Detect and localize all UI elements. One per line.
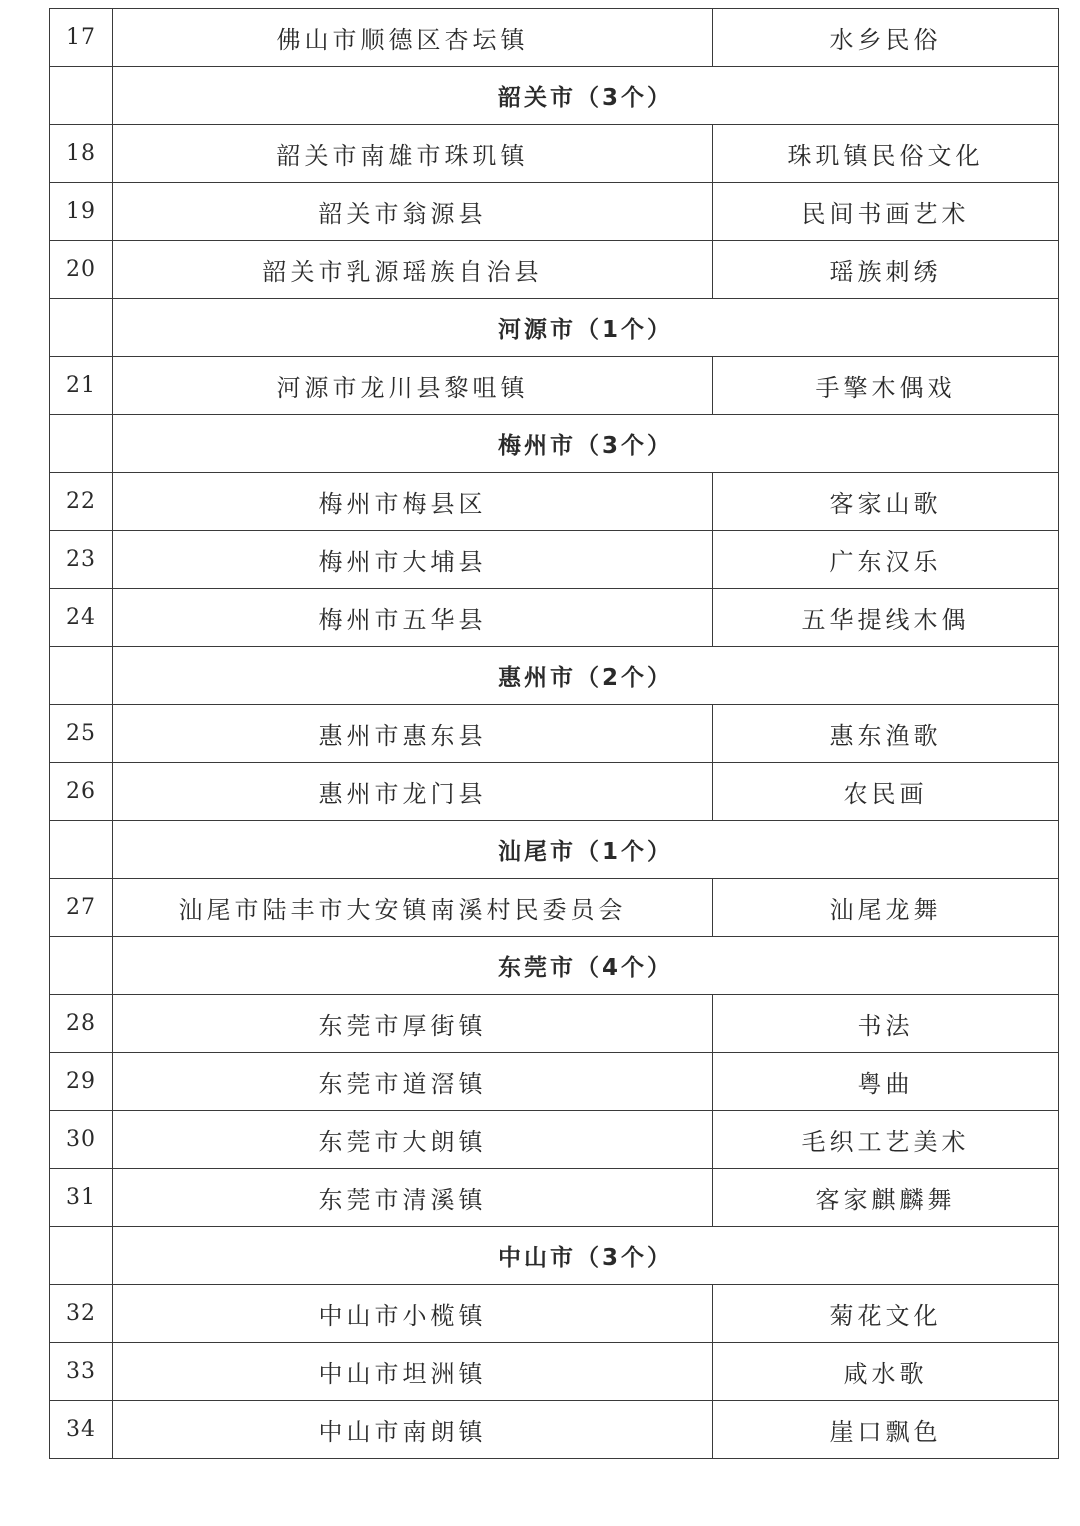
culture-item-cell: 广东汉乐 <box>713 531 1059 589</box>
section-header-row <box>50 937 1059 995</box>
location-cell: 惠州市惠东县 <box>113 705 713 763</box>
section-number-cell <box>50 647 113 705</box>
culture-item-cell: 客家山歌 <box>713 473 1059 531</box>
section-number-cell <box>50 67 113 125</box>
table-row <box>50 1111 1059 1169</box>
location-cell: 中山市小榄镇 <box>113 1285 713 1343</box>
section-title: 东莞市（4个） <box>113 937 1059 995</box>
location-cell: 中山市南朗镇 <box>113 1401 713 1459</box>
row-number: 34 <box>50 1401 113 1459</box>
culture-item-cell: 客家麒麟舞 <box>713 1169 1059 1227</box>
location-cell: 韶关市南雄市珠玑镇 <box>113 125 713 183</box>
row-number: 24 <box>50 589 113 647</box>
row-number: 23 <box>50 531 113 589</box>
table-row <box>50 531 1059 589</box>
culture-item-cell: 瑶族刺绣 <box>713 241 1059 299</box>
row-number: 33 <box>50 1343 113 1401</box>
row-number: 32 <box>50 1285 113 1343</box>
row-number: 28 <box>50 995 113 1053</box>
culture-item-cell: 五华提线木偶 <box>713 589 1059 647</box>
folk-culture-town-table <box>49 8 1059 1459</box>
section-number-cell <box>50 821 113 879</box>
table-body <box>50 9 1059 1459</box>
section-title: 河源市（1个） <box>113 299 1059 357</box>
location-cell: 梅州市五华县 <box>113 589 713 647</box>
row-number: 26 <box>50 763 113 821</box>
section-header-row <box>50 821 1059 879</box>
row-number: 27 <box>50 879 113 937</box>
location-cell: 东莞市厚街镇 <box>113 995 713 1053</box>
table-row <box>50 879 1059 937</box>
section-title: 梅州市（3个） <box>113 415 1059 473</box>
section-number-cell <box>50 937 113 995</box>
location-cell: 汕尾市陆丰市大安镇南溪村民委员会 <box>113 879 713 937</box>
table-row <box>50 763 1059 821</box>
row-number: 22 <box>50 473 113 531</box>
culture-item-cell: 崖口飘色 <box>713 1401 1059 1459</box>
location-cell: 惠州市龙门县 <box>113 763 713 821</box>
section-number-cell <box>50 1227 113 1285</box>
section-title: 中山市（3个） <box>113 1227 1059 1285</box>
culture-item-cell: 珠玑镇民俗文化 <box>713 125 1059 183</box>
culture-item-cell: 汕尾龙舞 <box>713 879 1059 937</box>
location-cell: 东莞市道滘镇 <box>113 1053 713 1111</box>
table-row <box>50 241 1059 299</box>
row-number: 18 <box>50 125 113 183</box>
location-cell: 梅州市大埔县 <box>113 531 713 589</box>
culture-item-cell: 咸水歌 <box>713 1343 1059 1401</box>
table-row <box>50 589 1059 647</box>
row-number: 30 <box>50 1111 113 1169</box>
section-number-cell <box>50 415 113 473</box>
location-cell: 中山市坦洲镇 <box>113 1343 713 1401</box>
section-header-row <box>50 1227 1059 1285</box>
table-row <box>50 1343 1059 1401</box>
culture-item-cell: 毛织工艺美术 <box>713 1111 1059 1169</box>
table-row <box>50 1285 1059 1343</box>
table-row <box>50 705 1059 763</box>
table-row <box>50 995 1059 1053</box>
section-header-row <box>50 647 1059 705</box>
location-cell: 东莞市大朗镇 <box>113 1111 713 1169</box>
culture-item-cell: 书法 <box>713 995 1059 1053</box>
location-cell: 韶关市翁源县 <box>113 183 713 241</box>
table-row <box>50 1401 1059 1459</box>
row-number: 29 <box>50 1053 113 1111</box>
section-number-cell <box>50 299 113 357</box>
row-number: 17 <box>50 9 113 67</box>
location-cell: 东莞市清溪镇 <box>113 1169 713 1227</box>
table-row <box>50 125 1059 183</box>
location-cell: 河源市龙川县黎咀镇 <box>113 357 713 415</box>
row-number: 31 <box>50 1169 113 1227</box>
table-row <box>50 357 1059 415</box>
culture-item-cell: 粤曲 <box>713 1053 1059 1111</box>
culture-item-cell: 农民画 <box>713 763 1059 821</box>
culture-item-cell: 惠东渔歌 <box>713 705 1059 763</box>
row-number: 19 <box>50 183 113 241</box>
table-row <box>50 183 1059 241</box>
table-row <box>50 1053 1059 1111</box>
section-header-row <box>50 415 1059 473</box>
location-cell: 韶关市乳源瑶族自治县 <box>113 241 713 299</box>
row-number: 25 <box>50 705 113 763</box>
culture-item-cell: 民间书画艺术 <box>713 183 1059 241</box>
location-cell: 梅州市梅县区 <box>113 473 713 531</box>
row-number: 20 <box>50 241 113 299</box>
table-row <box>50 473 1059 531</box>
culture-item-cell: 菊花文化 <box>713 1285 1059 1343</box>
section-title: 惠州市（2个） <box>113 647 1059 705</box>
section-header-row <box>50 67 1059 125</box>
table-row <box>50 1169 1059 1227</box>
table-row <box>50 9 1059 67</box>
section-title: 韶关市（3个） <box>113 67 1059 125</box>
location-cell: 佛山市顺德区杏坛镇 <box>113 9 713 67</box>
section-title: 汕尾市（1个） <box>113 821 1059 879</box>
culture-item-cell: 水乡民俗 <box>713 9 1059 67</box>
row-number: 21 <box>50 357 113 415</box>
section-header-row <box>50 299 1059 357</box>
culture-item-cell: 手擎木偶戏 <box>713 357 1059 415</box>
